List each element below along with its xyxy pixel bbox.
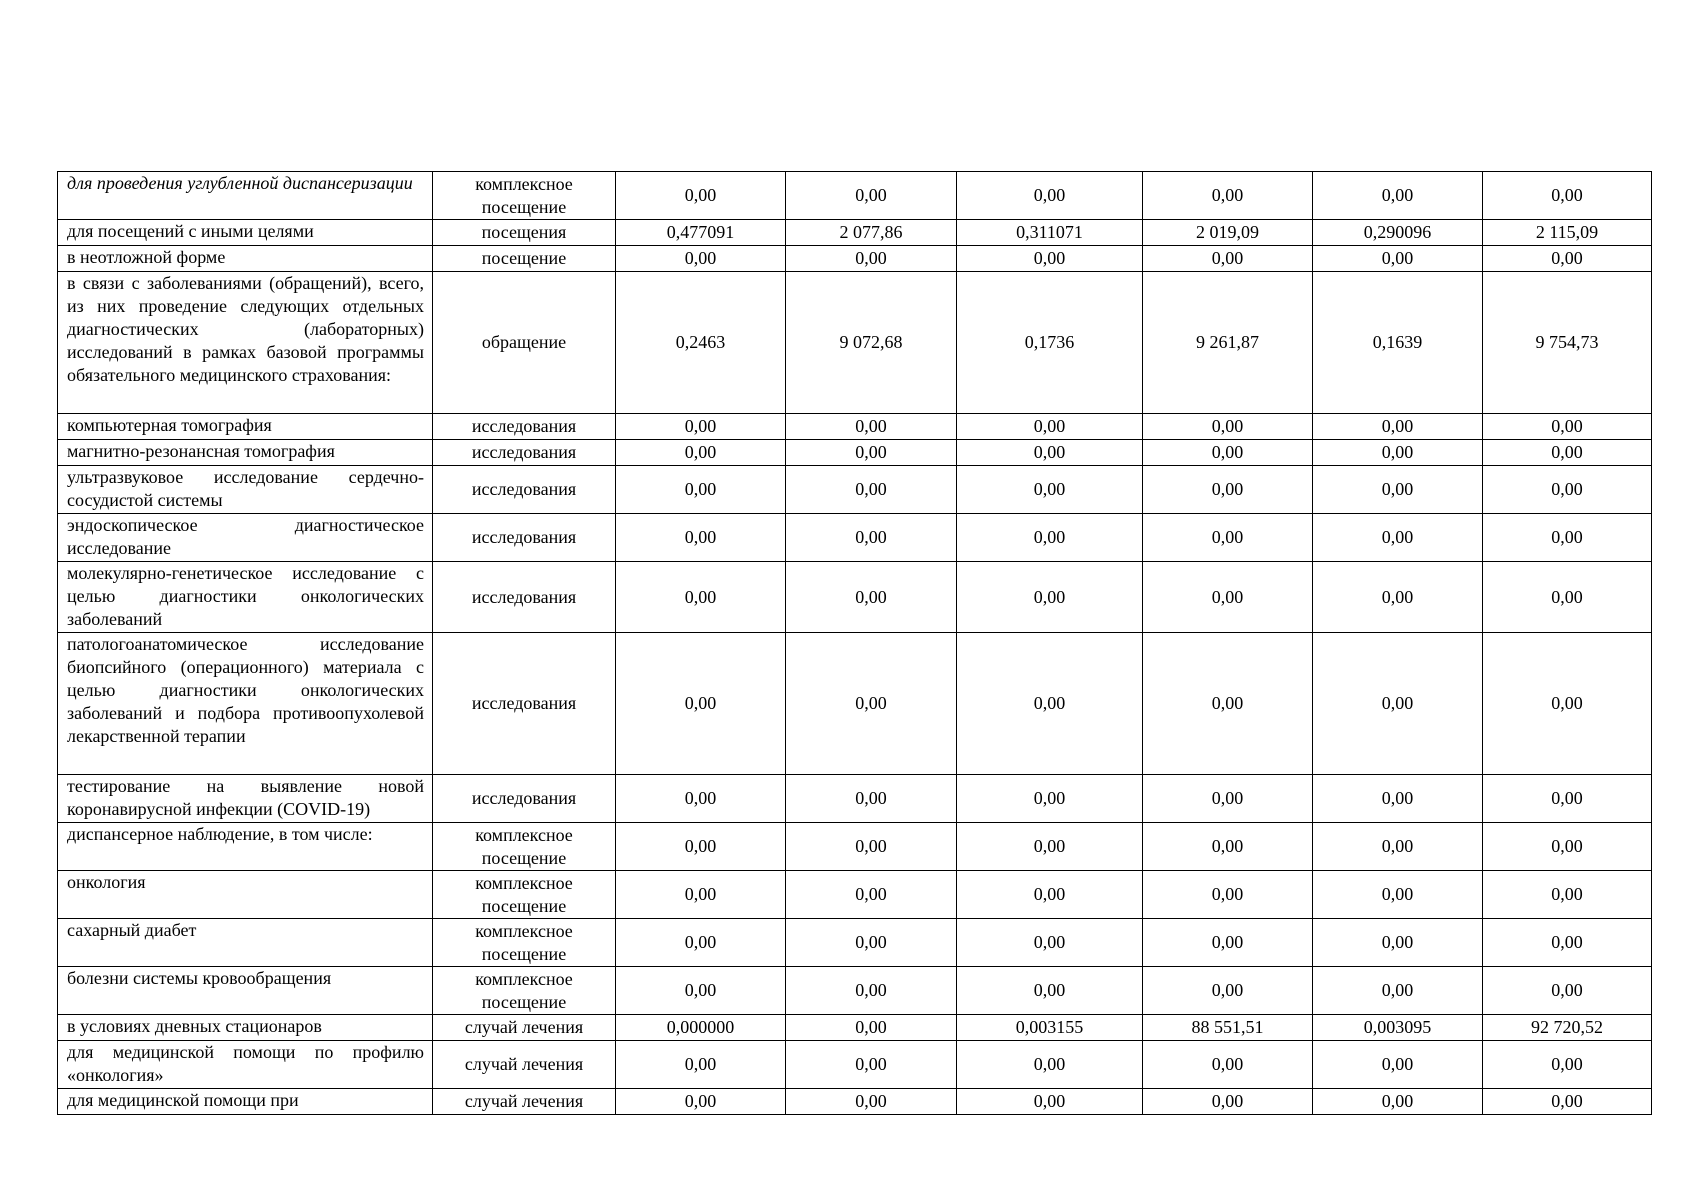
value-cell: 0,00: [1313, 871, 1483, 919]
row-unit: исследования: [433, 440, 616, 466]
value-cell: 0,00: [957, 514, 1143, 562]
value-cell: 0,00: [616, 823, 786, 871]
value-cell: 0,00: [957, 823, 1143, 871]
table-row: [58, 220, 1652, 246]
value-cell: 0,1639: [1313, 272, 1483, 414]
row-unit: комплексное посещение: [433, 823, 616, 871]
value-cell: 0,00: [1143, 1041, 1313, 1089]
value-cell: 0,00: [957, 440, 1143, 466]
value-cell: 0,00: [1143, 246, 1313, 272]
row-label: сахарный диабет: [58, 919, 433, 967]
value-cell: 0,00: [616, 871, 786, 919]
value-cell: 0,00: [1313, 466, 1483, 514]
value-cell: 2 019,09: [1143, 220, 1313, 246]
value-cell: 0,00: [1483, 246, 1652, 272]
value-cell: 0,00: [957, 919, 1143, 967]
value-cell: 0,00: [616, 440, 786, 466]
row-unit: случай лечения: [433, 1089, 616, 1115]
value-cell: 0,00: [1313, 919, 1483, 967]
value-cell: 0,00: [616, 1041, 786, 1089]
value-cell: 0,00: [1313, 514, 1483, 562]
value-cell: 0,00: [1313, 562, 1483, 633]
value-cell: 0,00: [786, 967, 957, 1015]
value-cell: 2 115,09: [1483, 220, 1652, 246]
value-cell: 0,00: [786, 246, 957, 272]
row-label: в связи с заболеваниями (обращений), всего, из них проведение следующих отдельных диагностических (лабораторных) исследований в рамках базовой программы обязательного медицинского страхования:: [58, 272, 433, 414]
value-cell: 0,00: [1483, 775, 1652, 823]
value-cell: 0,2463: [616, 272, 786, 414]
table-row: [58, 871, 1652, 919]
row-unit: комплексное посещение: [433, 871, 616, 919]
row-unit: исследования: [433, 562, 616, 633]
table-row: [58, 1015, 1652, 1041]
value-cell: 0,00: [1483, 823, 1652, 871]
value-cell: 0,00: [786, 1041, 957, 1089]
value-cell: 0,00: [786, 919, 957, 967]
value-cell: 0,00: [786, 440, 957, 466]
value-cell: 0,00: [1143, 871, 1313, 919]
value-cell: 0,00: [1143, 466, 1313, 514]
value-cell: 0,00: [786, 514, 957, 562]
value-cell: 0,00: [1483, 172, 1652, 220]
value-cell: 0,290096: [1313, 220, 1483, 246]
table-row: [58, 514, 1652, 562]
row-unit: случай лечения: [433, 1041, 616, 1089]
data-table: [57, 171, 1652, 1115]
value-cell: 0,00: [616, 246, 786, 272]
table-row: [58, 562, 1652, 633]
value-cell: 0,00: [1483, 514, 1652, 562]
value-cell: 0,00: [1143, 823, 1313, 871]
row-label: патологоанатомическое исследование биопсийного (операционного) материала с целью диагностики онкологических заболеваний и подбора противоопухолевой лекарственной терапии: [58, 633, 433, 775]
value-cell: 0,00: [786, 1015, 957, 1041]
row-label: онкология: [58, 871, 433, 919]
value-cell: 0,00: [786, 466, 957, 514]
value-cell: 0,00: [616, 775, 786, 823]
row-label: болезни системы кровообращения: [58, 967, 433, 1015]
value-cell: 0,00: [616, 172, 786, 220]
table-row: [58, 466, 1652, 514]
table-row: [58, 414, 1652, 440]
value-cell: 0,00: [1313, 967, 1483, 1015]
value-cell: 0,00: [786, 1089, 957, 1115]
row-unit: комплексное посещение: [433, 919, 616, 967]
value-cell: 0,00: [957, 1041, 1143, 1089]
value-cell: 0,00: [616, 514, 786, 562]
table-row: [58, 440, 1652, 466]
value-cell: 0,00: [1483, 871, 1652, 919]
value-cell: 0,00: [1483, 440, 1652, 466]
value-cell: 0,00: [1143, 172, 1313, 220]
value-cell: 0,00: [957, 466, 1143, 514]
value-cell: 0,00: [1143, 562, 1313, 633]
value-cell: 0,00: [616, 1089, 786, 1115]
value-cell: 0,00: [957, 633, 1143, 775]
value-cell: 0,00: [1143, 919, 1313, 967]
value-cell: 0,311071: [957, 220, 1143, 246]
value-cell: 0,00: [1143, 440, 1313, 466]
row-label: магнитно-резонансная томография: [58, 440, 433, 466]
row-label: для посещений с иными целями: [58, 220, 433, 246]
value-cell: 0,00: [957, 1089, 1143, 1115]
value-cell: 0,00: [1143, 775, 1313, 823]
value-cell: 0,00: [616, 919, 786, 967]
value-cell: 0,00: [786, 414, 957, 440]
table-row: [58, 246, 1652, 272]
value-cell: 88 551,51: [1143, 1015, 1313, 1041]
row-label: диспансерное наблюдение, в том числе:: [58, 823, 433, 871]
value-cell: 0,00: [786, 823, 957, 871]
value-cell: 0,00: [1313, 775, 1483, 823]
row-unit: комплексное посещение: [433, 172, 616, 220]
value-cell: 0,00: [786, 633, 957, 775]
value-cell: 0,00: [1143, 514, 1313, 562]
row-label: молекулярно-генетическое исследование с целью диагностики онкологических заболеваний: [58, 562, 433, 633]
value-cell: 0,00: [1313, 440, 1483, 466]
value-cell: 0,00: [1313, 414, 1483, 440]
value-cell: 0,00: [1483, 1089, 1652, 1115]
value-cell: 0,003095: [1313, 1015, 1483, 1041]
value-cell: 0,00: [616, 967, 786, 1015]
value-cell: 0,00: [957, 775, 1143, 823]
value-cell: 0,00: [1313, 633, 1483, 775]
value-cell: 0,00: [1313, 1089, 1483, 1115]
value-cell: 0,00: [957, 414, 1143, 440]
row-unit: посещение: [433, 246, 616, 272]
value-cell: 0,00: [957, 172, 1143, 220]
value-cell: 0,00: [786, 775, 957, 823]
row-label: компьютерная томография: [58, 414, 433, 440]
value-cell: 0,00: [616, 633, 786, 775]
table-row: [58, 172, 1652, 220]
table-row: [58, 1089, 1652, 1115]
value-cell: 9 072,68: [786, 272, 957, 414]
value-cell: 0,000000: [616, 1015, 786, 1041]
row-unit: обращение: [433, 272, 616, 414]
value-cell: 0,00: [1483, 967, 1652, 1015]
row-unit: исследования: [433, 775, 616, 823]
value-cell: 0,00: [957, 562, 1143, 633]
value-cell: 0,00: [1143, 1089, 1313, 1115]
value-cell: 0,1736: [957, 272, 1143, 414]
row-unit: посещения: [433, 220, 616, 246]
row-label: для медицинской помощи по профилю «онкология»: [58, 1041, 433, 1089]
value-cell: 9 261,87: [1143, 272, 1313, 414]
row-unit: исследования: [433, 466, 616, 514]
value-cell: 0,00: [786, 871, 957, 919]
value-cell: 0,00: [1483, 562, 1652, 633]
row-unit: исследования: [433, 514, 616, 562]
value-cell: 0,00: [616, 466, 786, 514]
value-cell: 0,00: [1313, 172, 1483, 220]
value-cell: 0,00: [616, 562, 786, 633]
row-unit: случай лечения: [433, 1015, 616, 1041]
value-cell: 2 077,86: [786, 220, 957, 246]
table-row: [58, 633, 1652, 775]
table-row: [58, 919, 1652, 967]
row-label: эндоскопическое диагностическое исследование: [58, 514, 433, 562]
value-cell: 0,00: [957, 246, 1143, 272]
value-cell: 9 754,73: [1483, 272, 1652, 414]
value-cell: 0,00: [1313, 823, 1483, 871]
table-row: [58, 823, 1652, 871]
value-cell: 0,00: [957, 967, 1143, 1015]
value-cell: 0,00: [957, 871, 1143, 919]
row-unit: исследования: [433, 633, 616, 775]
table-row: [58, 775, 1652, 823]
table-row: [58, 272, 1652, 414]
value-cell: 0,00: [786, 562, 957, 633]
value-cell: 0,00: [1143, 633, 1313, 775]
table-row: [58, 1041, 1652, 1089]
table-row: [58, 967, 1652, 1015]
value-cell: 0,00: [616, 414, 786, 440]
value-cell: 0,00: [1313, 246, 1483, 272]
value-cell: 0,00: [1483, 633, 1652, 775]
value-cell: 0,477091: [616, 220, 786, 246]
value-cell: 0,00: [1483, 414, 1652, 440]
value-cell: 0,00: [1483, 919, 1652, 967]
value-cell: 0,003155: [957, 1015, 1143, 1041]
row-label: для проведения углубленной диспансеризации: [58, 172, 433, 220]
table-body: [58, 172, 1652, 1115]
value-cell: 0,00: [1313, 1041, 1483, 1089]
value-cell: 92 720,52: [1483, 1015, 1652, 1041]
value-cell: 0,00: [1143, 414, 1313, 440]
row-unit: комплексное посещение: [433, 967, 616, 1015]
row-unit: исследования: [433, 414, 616, 440]
row-label: для медицинской помощи при: [58, 1089, 433, 1115]
value-cell: 0,00: [1143, 967, 1313, 1015]
value-cell: 0,00: [1483, 466, 1652, 514]
row-label: в условиях дневных стационаров: [58, 1015, 433, 1041]
row-label: в неотложной форме: [58, 246, 433, 272]
row-label: ультразвуковое исследование сердечно-сосудистой системы: [58, 466, 433, 514]
row-label: тестирование на выявление новой коронавирусной инфекции (COVID-19): [58, 775, 433, 823]
value-cell: 0,00: [1483, 1041, 1652, 1089]
value-cell: 0,00: [786, 172, 957, 220]
